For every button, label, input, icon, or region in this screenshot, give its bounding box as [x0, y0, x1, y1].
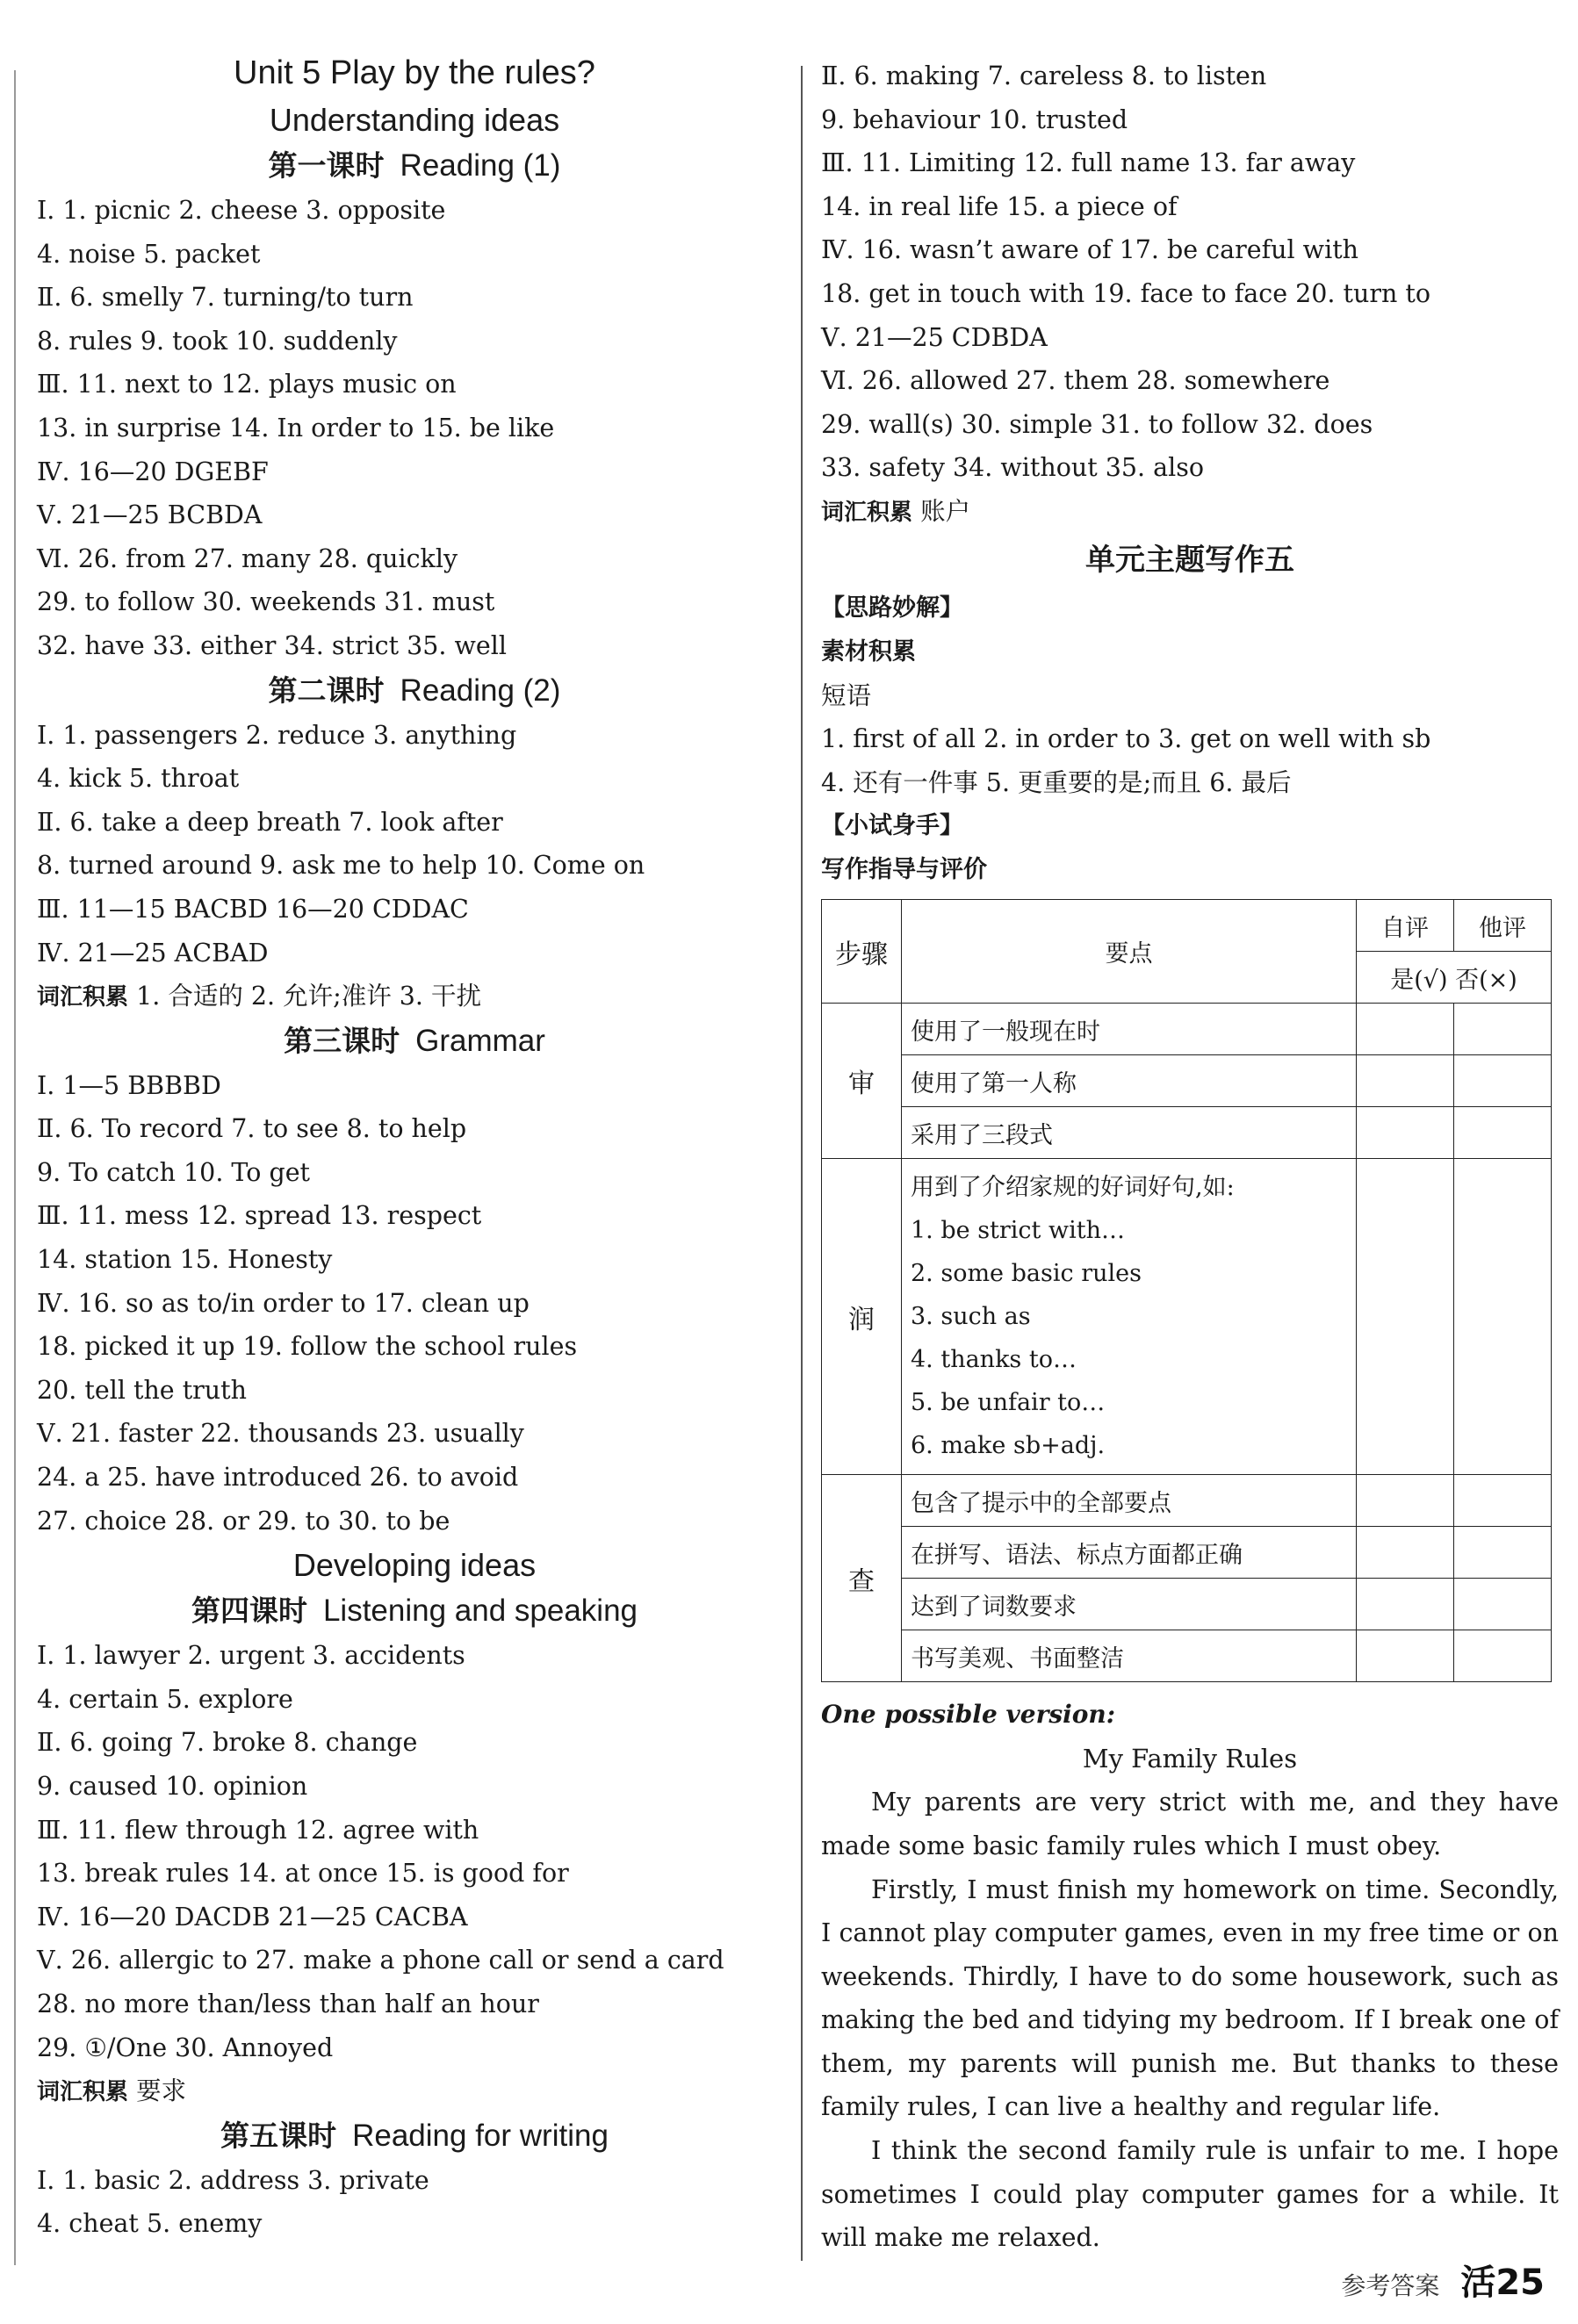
run-item: 6. make sb+adj.	[911, 1432, 1106, 1460]
answer-line: 24. a 25. have introduced 26. to avoid	[37, 1463, 519, 1493]
lesson2-heading	[37, 668, 792, 714]
lesson5-name: Reading for writing	[352, 2118, 609, 2153]
header-peer: 他评	[1454, 900, 1552, 952]
answer-line: Ⅵ. 26. allowed 27. them 28. somewhere	[821, 366, 1330, 396]
lesson5-heading	[37, 2113, 792, 2159]
answer-line: 14. station 15. Honesty	[37, 1245, 333, 1275]
writing-title: 单元主题写作五	[1085, 542, 1294, 578]
answer-line: Ⅴ. 21. faster 22. thousands 23. usually	[37, 1419, 524, 1449]
vocab-line-5	[821, 490, 1559, 534]
lesson1-answers	[37, 189, 792, 668]
answer-line: 28. no more than/less than half an hour	[37, 1989, 539, 2018]
peer-cell	[1454, 1475, 1552, 1527]
self-cell	[1357, 1159, 1454, 1475]
answer-line: Ⅱ. 6. take a deep breath 7. look after	[37, 807, 503, 837]
answer-line: Ⅲ. 11. Limiting 12. full name 13. far away	[821, 148, 1356, 178]
shen-item: 采用了三段式	[902, 1107, 1357, 1159]
answer-line: 4. kick 5. throat	[37, 764, 240, 794]
run-item: 5. be unfair to…	[911, 1389, 1106, 1417]
answer-line: 8. rules 9. took 10. suddenly	[37, 326, 398, 356]
answer-line: 29. wall(s) 30. simple 31. to follow 32. does	[821, 409, 1373, 439]
vocab-text: 要求	[136, 2076, 187, 2106]
answer-line: Ⅴ. 21—25 BCBDA	[37, 500, 263, 530]
peer-cell	[1454, 1107, 1552, 1159]
answer-line: Ⅲ. 11. flew through 12. agree with	[37, 1815, 479, 1845]
peer-cell	[1454, 1630, 1552, 1682]
peer-cell	[1454, 1579, 1552, 1630]
lesson4-answers	[37, 1634, 792, 2069]
self-cell	[1357, 1630, 1454, 1682]
idea-bracket-heading: 【思路妙解】	[821, 594, 963, 622]
vocab-line-4	[37, 2069, 792, 2113]
phrases-line-1: 1. first of all 2. in order to 3. get on well with sb	[821, 724, 1431, 754]
cha-item: 包含了提示中的全部要点	[902, 1475, 1357, 1527]
phrases-label: 短语	[821, 680, 872, 710]
material-heading: 素材积累	[821, 637, 916, 666]
answer-line: 13. break rules 14. at once 15. is good for	[37, 1859, 569, 1889]
self-cell	[1357, 1475, 1454, 1527]
header-yes-no: 是(√) 否(×)	[1357, 952, 1552, 1004]
answer-line: Ⅳ. 16. so as to/in order to 17. clean up	[37, 1288, 530, 1318]
answer-line: Ⅲ. 11—15 BACBD 16—20 CDDAC	[37, 894, 469, 924]
answer-line: 29. to follow 30. weekends 31. must	[37, 587, 495, 617]
right-column	[821, 54, 1559, 2260]
answer-line: 9. caused 10. opinion	[37, 1772, 308, 1801]
answer-line: 9. To catch 10. To get	[37, 1157, 311, 1187]
run-item: 2. some basic rules	[911, 1260, 1142, 1288]
lesson1-name: Reading (1)	[400, 148, 561, 183]
cha-item: 在拼写、语法、标点方面都正确	[902, 1527, 1357, 1579]
section-developing-ideas: Developing ideas	[292, 1547, 537, 1584]
answer-line: Ⅰ. 1. lawyer 2. urgent 3. accidents	[37, 1641, 465, 1671]
step-shen: 审	[822, 1004, 902, 1159]
vocab-label: 词汇积累	[37, 984, 129, 1011]
vocab-label: 词汇积累	[821, 499, 913, 526]
answer-line: Ⅳ. 16—20 DGEBF	[37, 457, 269, 486]
guide-heading: 写作指导与评价	[821, 856, 987, 884]
lesson3-answers	[37, 1064, 792, 1543]
lesson4-name: Listening and speaking	[322, 1594, 638, 1629]
answer-line: 4. certain 5. explore	[37, 1684, 293, 1714]
peer-cell	[1454, 1004, 1552, 1055]
answer-line: 4. cheat 5. enemy	[37, 2209, 263, 2239]
essay-title: My Family Rules	[1082, 1744, 1298, 1774]
left-column	[37, 48, 792, 2246]
lesson1-number: 第一课时	[268, 148, 385, 183]
peer-cell	[1454, 1159, 1552, 1475]
header-point: 要点	[902, 900, 1357, 1004]
answer-line: Ⅰ. 1. passengers 2. reduce 3. anything	[37, 720, 517, 750]
run-items	[902, 1159, 1357, 1475]
answer-line: Ⅳ. 16—20 DACDB 21—25 CACBA	[37, 1902, 468, 1932]
answer-line: 4. noise 5. packet	[37, 239, 261, 269]
cha-item: 书写美观、书面整洁	[902, 1630, 1357, 1682]
answer-line: 14. in real life 15. a piece of	[821, 191, 1178, 221]
header-step: 步骤	[822, 900, 902, 1004]
phrases-line-2: 4. 还有一件事 5. 更重要的是;而且 6. 最后	[821, 767, 1292, 797]
answer-line: Ⅱ. 6. making 7. careless 8. to listen	[821, 61, 1267, 90]
section-understanding-ideas: Understanding ideas	[269, 102, 560, 138]
essay-paragraph: I think the second family rule is unfair to me. I hope sometimes I could play computer games for a while. It will make me relaxed.	[821, 2136, 1559, 2253]
answer-line: Ⅰ. 1. basic 2. address 3. private	[37, 2165, 429, 2195]
answer-line: Ⅰ. 1. picnic 2. cheese 3. opposite	[37, 196, 446, 225]
lesson5-answers-continued	[821, 54, 1559, 490]
self-cell	[1357, 1107, 1454, 1159]
answer-line: Ⅱ. 6. To record 7. to see 8. to help	[37, 1114, 467, 1144]
lesson2-name: Reading (2)	[400, 673, 561, 708]
lesson3-heading	[37, 1018, 792, 1064]
lesson5-number: 第五课时	[220, 2118, 337, 2153]
answer-line: Ⅰ. 1—5 BBBBD	[37, 1070, 221, 1100]
footer-label: 参考答案	[1341, 2271, 1440, 2300]
answer-line: 33. safety 34. without 35. also	[821, 453, 1205, 483]
vocab-label: 词汇积累	[37, 2079, 129, 2106]
answer-line: Ⅳ. 21—25 ACBAD	[37, 938, 269, 968]
answer-line: Ⅴ. 21—25 CDBDA	[821, 322, 1048, 352]
essay-paragraph: My parents are very strict with me, and they have made some basic family rules which I must obey.	[821, 1788, 1559, 1860]
answer-line: 20. tell the truth	[37, 1375, 247, 1405]
answer-line: 13. in surprise 14. In order to 15. be like	[37, 413, 555, 442]
shen-item: 使用了第一人称	[902, 1055, 1357, 1107]
self-cell	[1357, 1004, 1454, 1055]
self-cell	[1357, 1527, 1454, 1579]
practice-bracket-heading: 【小试身手】	[821, 812, 963, 840]
answer-line: Ⅱ. 6. going 7. broke 8. change	[37, 1728, 418, 1758]
column-divider	[801, 66, 803, 2261]
lesson4-heading	[37, 1588, 792, 1634]
answer-line: Ⅴ. 26. allergic to 27. make a phone call or send a card	[37, 1946, 724, 1975]
lesson2-number: 第二课时	[268, 673, 385, 708]
step-run: 润	[822, 1159, 902, 1475]
lesson2-answers	[37, 714, 792, 975]
cha-item: 达到了词数要求	[902, 1579, 1357, 1630]
peer-cell	[1454, 1527, 1552, 1579]
answer-line: Ⅲ. 11. mess 12. spread 13. respect	[37, 1201, 482, 1231]
shen-item: 使用了一般现在时	[902, 1004, 1357, 1055]
answer-line: Ⅵ. 26. from 27. many 28. quickly	[37, 543, 458, 573]
page-edge-line	[14, 70, 16, 2265]
run-item: 用到了介绍家规的好词好句,如:	[911, 1174, 1235, 1202]
lesson3-number: 第三课时	[284, 1023, 400, 1058]
answer-line: 29. ①/One 30. Annoyed	[37, 2033, 334, 2062]
peer-cell	[1454, 1055, 1552, 1107]
answer-line: 18. picked it up 19. follow the school rules	[37, 1332, 578, 1362]
answer-line: 27. choice 28. or 29. to 30. to be	[37, 1506, 450, 1536]
unit-title: Unit 5 Play by the rules?	[234, 54, 595, 91]
header-self: 自评	[1357, 900, 1454, 952]
step-cha: 查	[822, 1475, 902, 1682]
answer-line: 18. get in touch with 19. face to face 20. turn to	[821, 278, 1431, 308]
possible-version-label: One possible version:	[821, 1700, 1116, 1730]
answer-line: 8. turned around 9. ask me to help 10. Come on	[37, 851, 645, 881]
run-item: 1. be strict with…	[911, 1217, 1125, 1245]
answer-line: Ⅱ. 6. smelly 7. turning/to turn	[37, 283, 414, 313]
self-cell	[1357, 1055, 1454, 1107]
run-item: 4. thanks to…	[911, 1346, 1077, 1374]
self-cell	[1357, 1579, 1454, 1630]
answer-line: Ⅲ. 11. next to 12. plays music on	[37, 370, 457, 399]
lesson5-answers	[37, 2159, 792, 2246]
vocab-line-2	[37, 975, 792, 1018]
essay-paragraph: Firstly, I must finish my homework on time. Secondly, I cannot play computer games, even in my free time or on weekends. Thirdly, I have to do some housework, such as making the bed and tidying my bedroom. If I break one of them, my parents will punish me. But thanks to these family rules, I can live a healthy and regular life.	[821, 1874, 1559, 2122]
lesson4-number: 第四课时	[191, 1594, 307, 1629]
vocab-text: 账户	[920, 496, 971, 526]
page-number: 活25	[1460, 2263, 1545, 2303]
run-item: 3. such as	[911, 1303, 1031, 1331]
vocab-text: 1. 合适的 2. 允许;准许 3. 干扰	[136, 982, 482, 1011]
lesson3-name: Grammar	[415, 1023, 545, 1058]
answer-line: Ⅳ. 16. wasn’t aware of 17. be careful with	[821, 235, 1358, 265]
page-footer	[1341, 2255, 1545, 2305]
evaluation-table	[821, 899, 1552, 1682]
answer-line: 32. have 33. either 34. strict 35. well	[37, 630, 508, 660]
answer-line: 9. behaviour 10. trusted	[821, 104, 1128, 134]
lesson1-heading	[37, 143, 792, 189]
